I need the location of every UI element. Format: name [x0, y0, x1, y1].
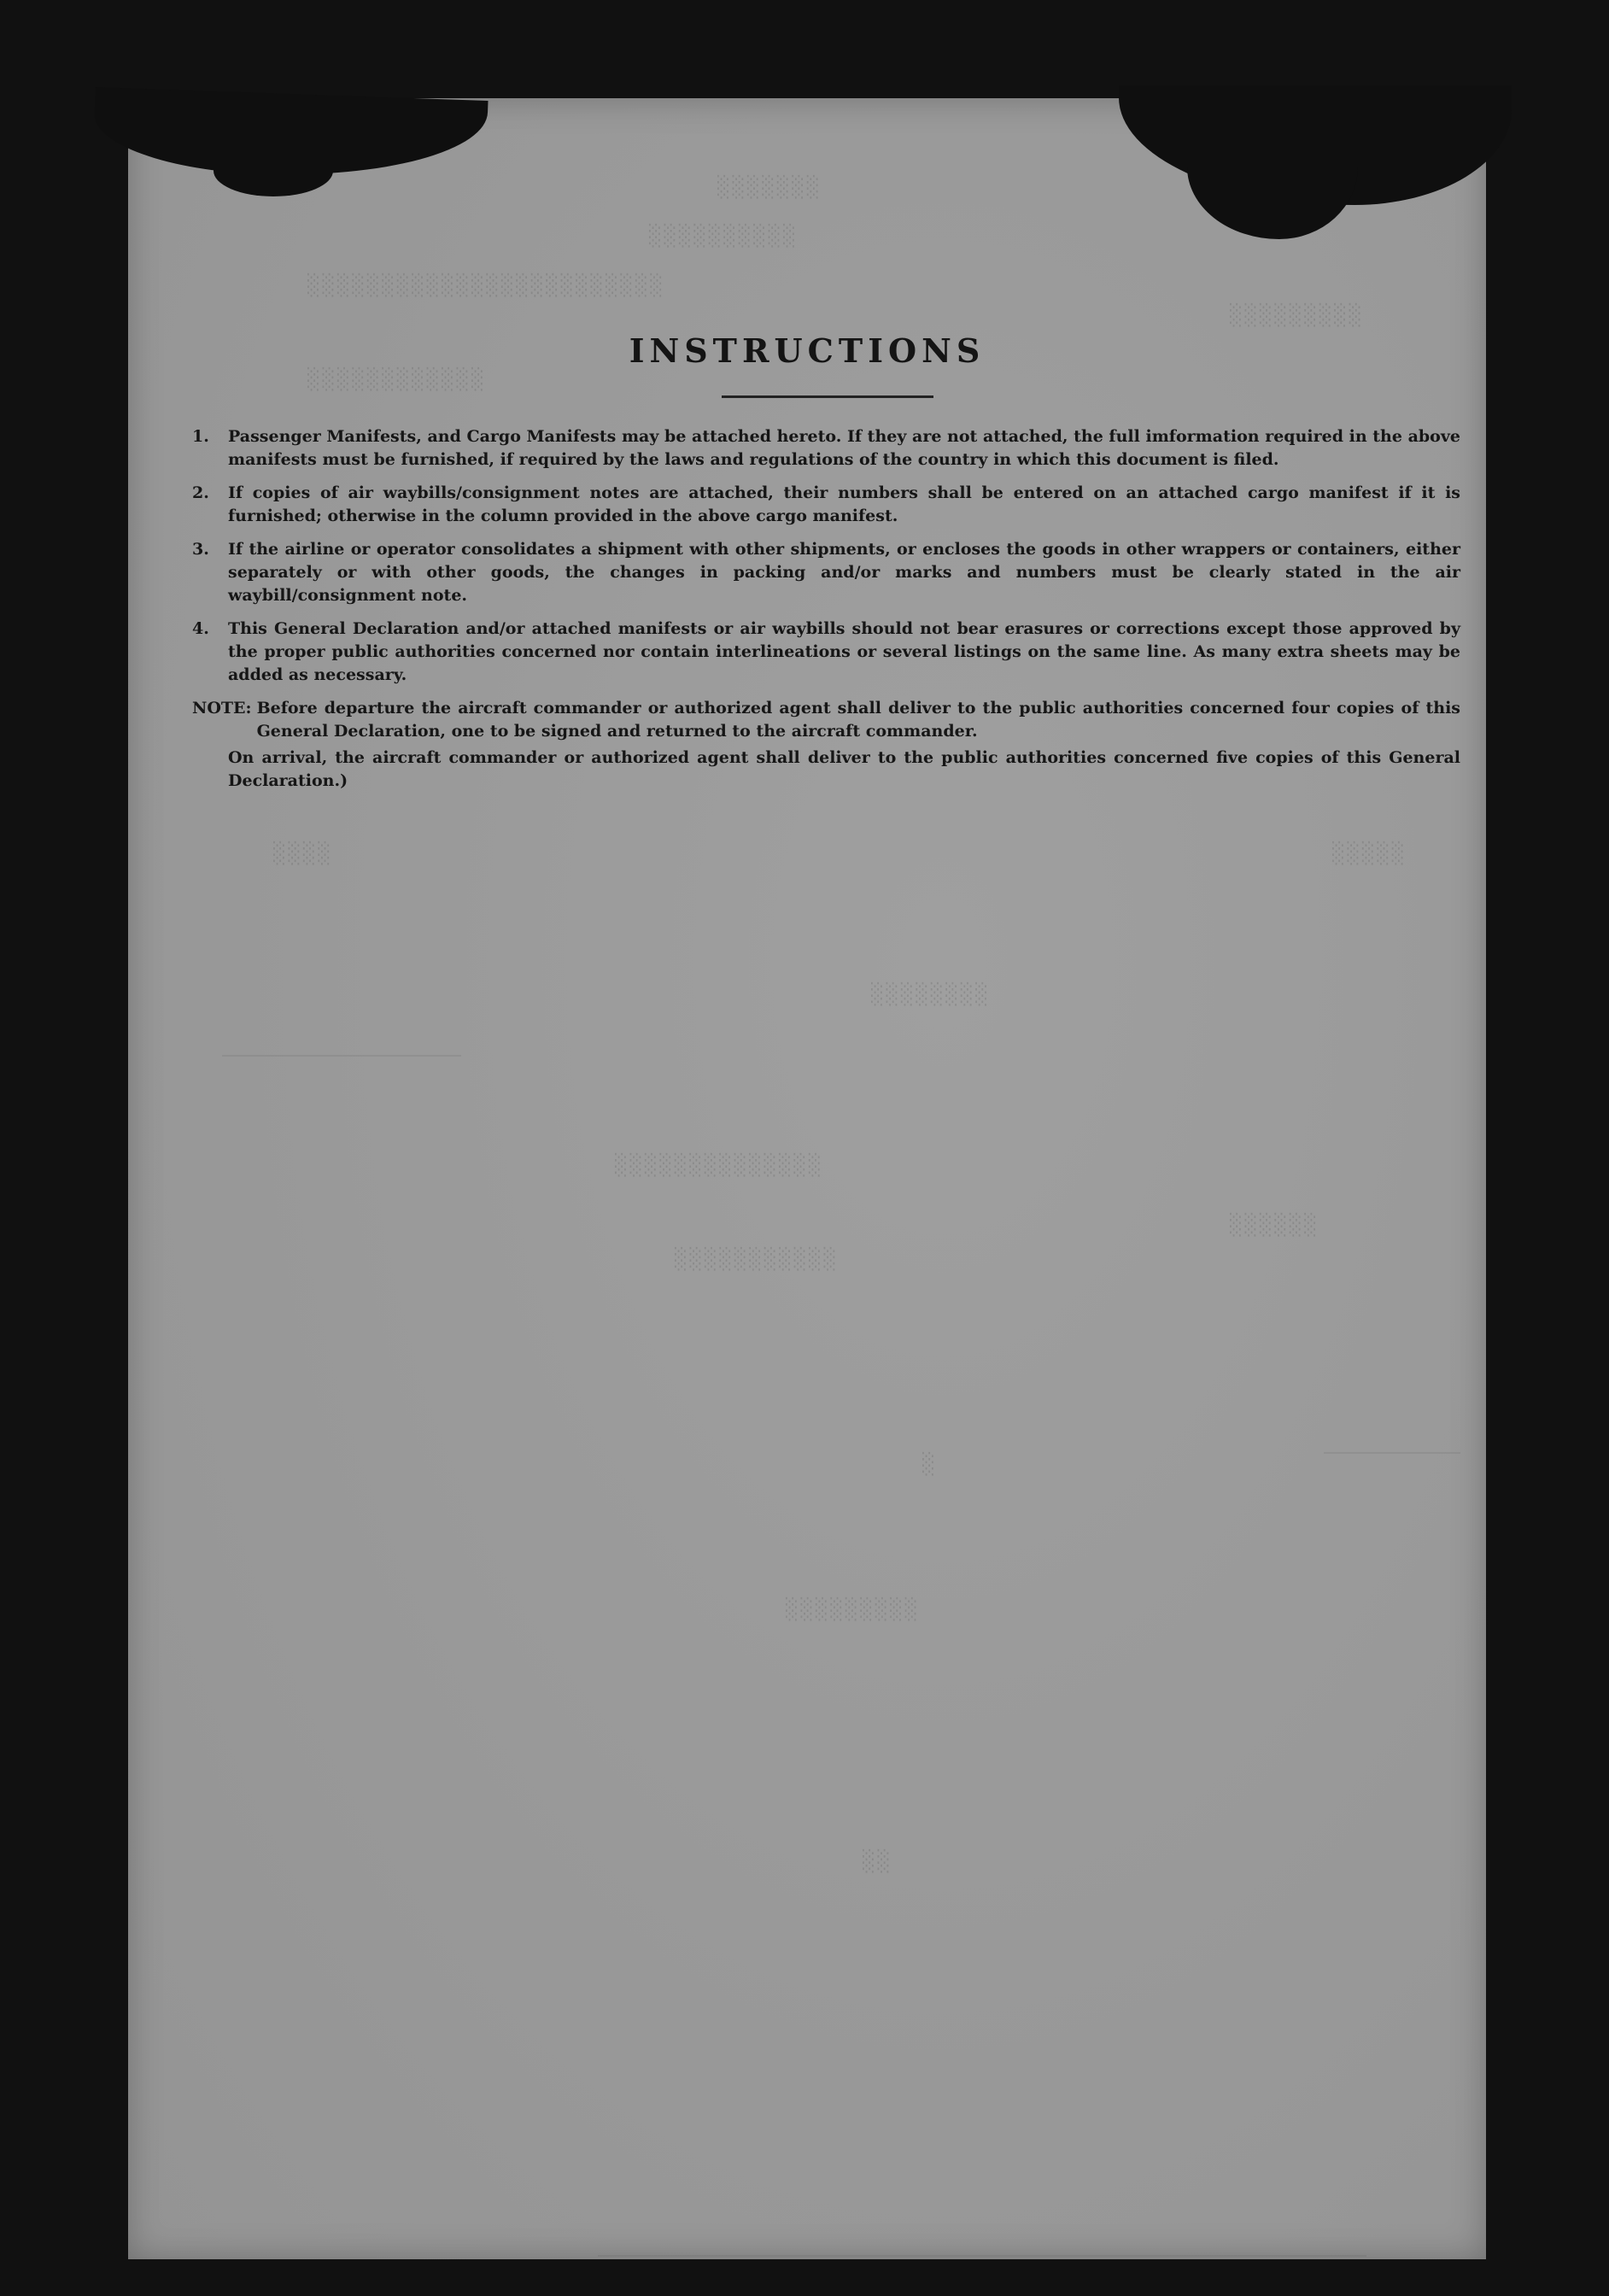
bleed-through-mark: ░░░░░░░░░: [786, 1597, 921, 1621]
bleed-through-mark: ░░░░░░░░░░░░: [307, 367, 487, 391]
instruction-text: Passenger Manifests, and Cargo Manifests may be attached hereto. If they are not attached, the full imformation required in the above manifests must be furnished, if required by the laws and regulations of the country in which this document is filed.: [228, 427, 1460, 469]
instruction-number: 2.: [192, 483, 209, 502]
bleed-through-mark: ░░░░░░░░░░░░░░: [615, 1153, 824, 1177]
bleed-through-mark: ░░: [863, 1849, 892, 1873]
instruction-number: 4.: [192, 619, 209, 638]
note-arrival-text: On arrival, the aircraft commander or authorized agent shall deliver to the public authorities concerned five copies of this General Declaration.): [228, 748, 1460, 790]
title-underline: [722, 395, 933, 398]
torn-edge-left-fragment: [214, 145, 333, 196]
bleed-through-mark: ░: [922, 1452, 938, 1476]
bleed-through-mark: ░░░░░░░░░░░: [675, 1247, 839, 1271]
note-departure-text: Before departure the aircraft commander or authorized agent shall deliver to the public authorities concerned four copies of this General Declaration, one to be signed and returned to the aircraft commander.: [256, 699, 1460, 741]
instruction-item: [192, 618, 1460, 687]
bleed-through-mark: ░░░░: [273, 841, 333, 865]
bleed-through-mark: ░░░░░░░░: [871, 982, 991, 1006]
bleed-through-mark: ░░░░░░░░░: [1230, 303, 1365, 327]
note-label: NOTE:: [192, 699, 252, 718]
bleed-through-mark: ░░░░░░░░░░: [649, 224, 799, 248]
instruction-number: 1.: [192, 427, 209, 446]
instruction-text: This General Declaration and/or attached manifests or air waybills should not bear erasures or corrections except those approved by the proper public authorities concerned nor contain interlineations or several listings on the same line. As many extra sheets may be added as necessary.: [228, 619, 1460, 684]
bleed-through-mark: ░░░░░░: [1230, 1213, 1319, 1237]
bleed-through-line: [222, 1055, 461, 1057]
instruction-text: If the airline or operator consolidates a shipment with other shipments, or encloses the goods in other wrappers or containers, either separately or with other goods, the changes in packing and/or marks and numbers must be clearly stated in the air waybill/consignment note.: [228, 540, 1460, 605]
instruction-item: [192, 425, 1460, 472]
bleed-through-mark: ░░░░░░░: [717, 175, 822, 199]
instruction-text: If copies of air waybills/consignment notes are attached, their numbers shall be entered on an attached cargo manifest if it is furnished; otherwise in the column provided in the above cargo manifest.: [228, 483, 1460, 525]
page-title: INSTRUCTIONS: [629, 331, 986, 370]
document-page: [128, 98, 1486, 2259]
instruction-item: [192, 482, 1460, 528]
note-block: [192, 697, 1460, 743]
bleed-through-mark: ░░░░░░░░░░░░░░░░░░░░░░░░: [307, 273, 665, 297]
instructions-list: [192, 425, 1460, 793]
bleed-through-line: [1324, 1452, 1460, 1454]
bleed-through-line: [598, 2255, 1366, 2257]
bleed-through-mark: ░░░░░: [1332, 841, 1407, 865]
instruction-item: [192, 538, 1460, 607]
instruction-number: 3.: [192, 540, 209, 559]
